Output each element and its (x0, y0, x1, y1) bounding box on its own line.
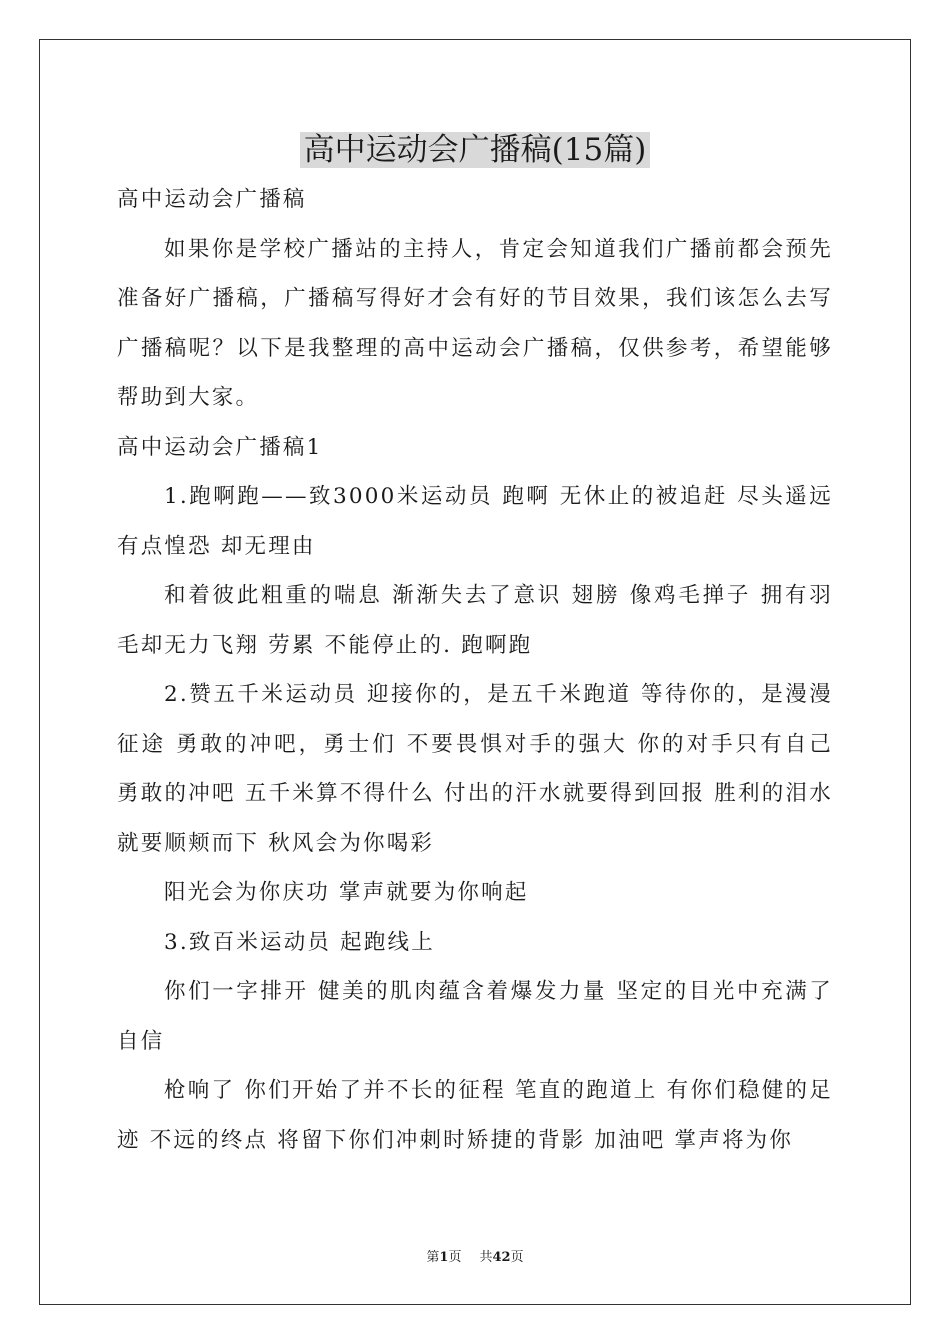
page-prefix: 第 (426, 1250, 440, 1265)
page-suffix: 页 (448, 1250, 462, 1265)
paragraph: 3.致百米运动员 起跑线上 (164, 929, 435, 955)
paragraph: 和着彼此粗重的喘息 渐渐失去了意识 翅膀 像鸡毛掸子 拥有羽毛却无力飞翔 劳累 不能停止的. 跑啊跑 (117, 583, 833, 658)
page-number: 1 (439, 1250, 449, 1265)
page-footer (0, 1249, 950, 1267)
paragraph: 你们一字排开 健美的肌肉蕴含着爆发力量 坚定的目光中充满了自信 (117, 979, 833, 1054)
document-body (117, 175, 833, 1165)
paragraph: 2.赞五千米运动员 迎接你的，是五千米跑道 等待你的，是漫漫征途 勇敢的冲吧，勇士们 不要畏惧对手的强大 你的对手只有自己 勇敢的冲吧 五千米算不得什么 付出的汗水就要得到回报 胜利的泪水就要顺颊而下 秋风会为你喝彩 (117, 682, 833, 856)
document-title (0, 128, 950, 172)
total-pages: 42 (492, 1250, 511, 1265)
paragraph: 高中运动会广播稿 (117, 187, 307, 212)
total-suffix: 页 (510, 1250, 524, 1265)
paragraph: 枪响了 你们开始了并不长的征程 笔直的跑道上 有你们稳健的足迹 不远的终点 将留下你们冲刺时矫捷的背影 加油吧 掌声将为你 (117, 1078, 833, 1153)
paragraph: 高中运动会广播稿1 (117, 434, 323, 460)
paragraph: 1.跑啊跑——致3000米运动员 跑啊 无休止的被追赶 尽头遥远 有点惶恐 却无理由 (117, 484, 833, 559)
paragraph: 阳光会为你庆功 掌声就要为你响起 (164, 880, 529, 905)
document-title-text: 高中运动会广播稿(15篇) (300, 132, 651, 168)
total-prefix: 共 (479, 1250, 493, 1265)
paragraph: 如果你是学校广播站的主持人，肯定会知道我们广播前都会预先准备好广播稿，广播稿写得好才会有好的节目效果，我们该怎么去写广播稿呢？以下是我整理的高中运动会广播稿，仅供参考，希望能够帮助到大家。 (117, 236, 833, 410)
